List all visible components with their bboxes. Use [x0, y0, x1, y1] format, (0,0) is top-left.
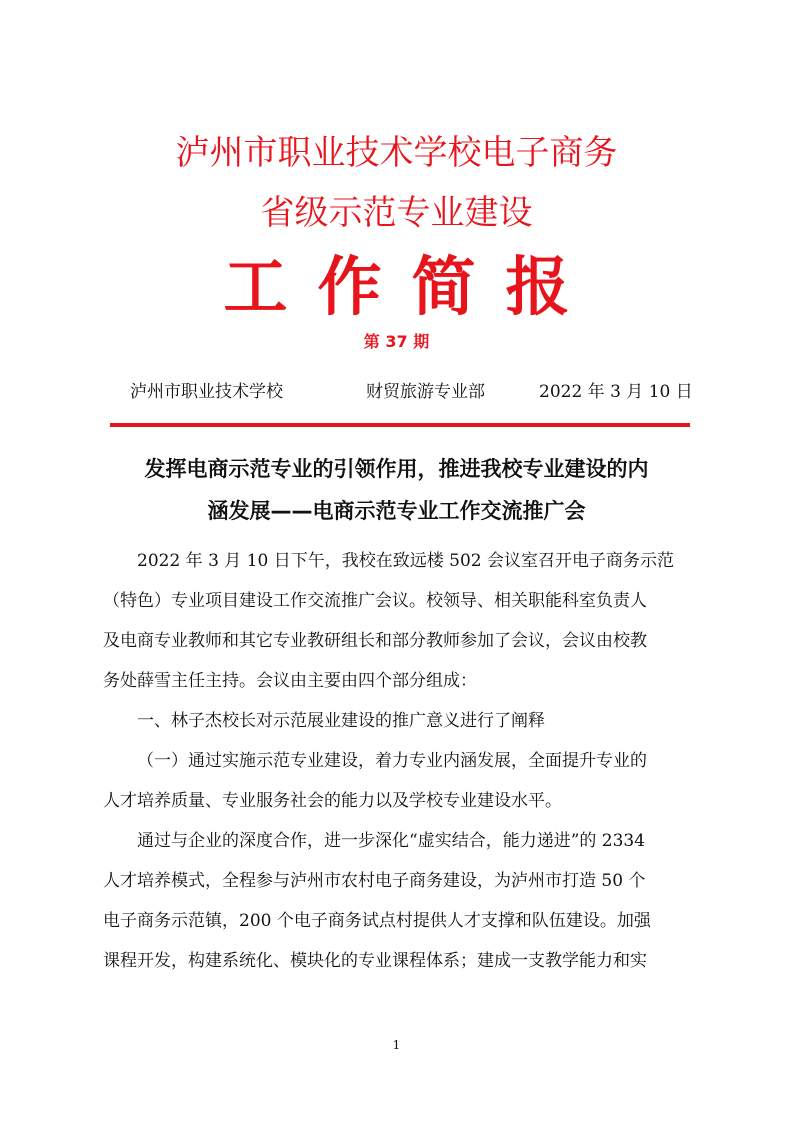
body-line: 课程开发，构建系统化、模块化的专业课程体系；建成一支教学能力和实 [103, 951, 647, 971]
section-heading: 一、林子杰校长对示范展业建设的推广意义进行了阐释 [137, 711, 545, 731]
issue-date: 2022 年 3 月 10 日 [539, 382, 693, 402]
body-line: 2022 年 3 月 10 日下午，我校在致远楼 502 会议室召开电子商务示范 [137, 551, 674, 571]
body-line: 务处薛雪主任主持。会议由主要由四个部分组成： [103, 671, 477, 691]
red-divider [110, 423, 690, 427]
body-line: 人才培养质量、专业服务社会的能力以及学校专业建设水平。 [103, 791, 562, 811]
body-line: （特色）专业项目建设工作交流推广会议。校领导、相关职能科室负责人 [103, 591, 647, 611]
issuer-department: 财贸旅游专业部 [366, 382, 485, 402]
page-number: 1 [392, 1038, 401, 1052]
body-line: 通过与企业的深度合作，进一步深化“虚实结合，能力递进”的 2334 [137, 831, 646, 851]
issue-number: 第 37 期 [363, 332, 430, 351]
article-headline-line2: 涵发展——电商示范专业工作交流推广会 [207, 499, 586, 523]
article-headline-line1: 发挥电商示范专业的引领作用，推进我校专业建设的内 [144, 457, 649, 481]
issuer-line [0, 378, 793, 406]
report-title-line1: 泸州市职业技术学校电子商务 [175, 133, 618, 173]
body-line: 电子商务示范镇，200 个电子商务试点村提供人才支撑和队伍建设。加强 [103, 911, 651, 931]
article-body [103, 541, 693, 981]
body-line: 及电商专业教师和其它专业教研组长和部分教师参加了会议，会议由校教 [103, 631, 647, 651]
report-title-line2: 省级示范专业建设 [260, 193, 533, 233]
issuer-school: 泸州市职业技术学校 [130, 382, 283, 402]
subsection-heading: （一）通过实施示范专业建设，着力专业内涵发展，全面提升专业的 [137, 751, 647, 771]
body-line: 人才培养模式，全程参与泸州市农村电子商务建设，为泸州市打造 50 个 [103, 871, 646, 891]
masthead-title: 工作简报 [223, 251, 600, 325]
